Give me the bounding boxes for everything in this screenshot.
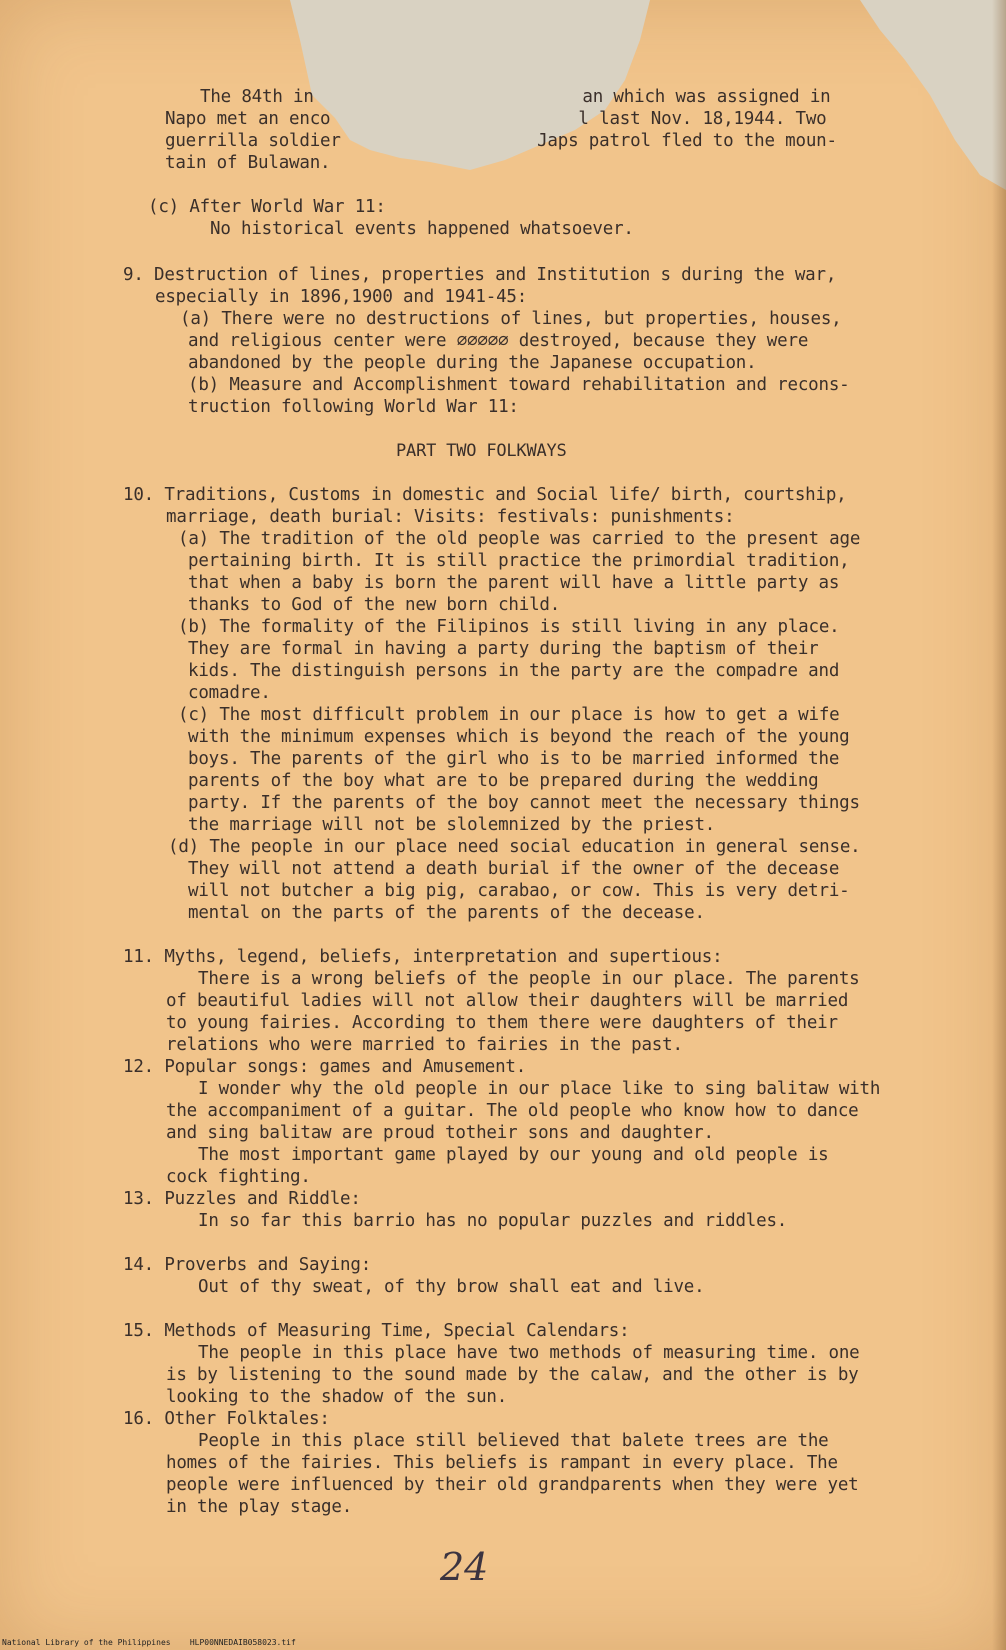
numbered-item-heading: 16. Other Folktales: [123, 1409, 330, 1429]
text-line: that when a baby is born the parent will have a little party as [188, 573, 840, 593]
text-line: of beautiful ladies will not allow their daughters will be married [166, 991, 849, 1011]
numbered-item-heading: 9. Destruction of lines, properties and Institution s during the war, [123, 265, 837, 285]
text-line: people were influenced by their old grandparents when they were yet [166, 1475, 859, 1495]
text-line: and sing balitaw are proud totheir sons and daughter. [166, 1123, 714, 1143]
text-line: parents of the boy what are to be prepared during the wedding [188, 771, 819, 791]
page-edge-shadow [992, 0, 1006, 1650]
text-line: They will not attend a death burial if the owner of the decease [188, 859, 840, 879]
text-line: homes of the fairies. This beliefs is rampant in every place. The [166, 1453, 838, 1473]
text-line: (a) The tradition of the old people was carried to the present age [178, 529, 861, 549]
text-line: cock fighting. [166, 1167, 311, 1187]
section-heading: (c) After World War 11: [148, 197, 386, 217]
text-line: mental on the parts of the parents of the decease. [188, 903, 705, 923]
text-line: (c) The most difficult problem in our place is how to get a wife [178, 705, 840, 725]
text-line: the accompaniment of a guitar. The old people who know how to dance [166, 1101, 859, 1121]
text-line: (d) The people in our place need social education in general sense. [168, 837, 861, 857]
text-line: pertaining birth. It is still practice the primordial tradition, [188, 551, 850, 571]
numbered-item-heading: 15. Methods of Measuring Time, Special Calendars: [123, 1321, 630, 1341]
text-line: kids. The distinguish persons in the party are the compadre and [188, 661, 840, 681]
text-line: especially in 1896,1900 and 1941-45: [155, 287, 528, 307]
text-line: relations who were married to fairies in the past. [166, 1035, 683, 1055]
handwritten-page-number: 24 [440, 1545, 489, 1589]
numbered-item-heading: 13. Puzzles and Riddle: [123, 1189, 361, 1209]
archive-footer: National Library of the Philippines HLP00NNEDAIB058023.tif [2, 1638, 296, 1647]
text-line: People in this place still believed that balete trees are the [198, 1431, 829, 1451]
text-line: guerrilla soldier Japs patrol fled to the moun- [165, 131, 837, 151]
text-line: There is a wrong beliefs of the people in our place. The parents [198, 969, 860, 989]
text-line: The most important game played by our young and old people is [198, 1145, 829, 1165]
text-line: the marriage will not be slolemnized by the priest. [188, 815, 716, 835]
text-line: boys. The parents of the girl who is to be married informed the [188, 749, 840, 769]
text-line: The people in this place have two methods of measuring time. one [198, 1343, 860, 1363]
text-line: in the play stage. [166, 1497, 353, 1517]
text-line: (a) There were no destructions of lines, but properties, houses, [180, 309, 842, 329]
text-line: with the minimum expenses which is beyond the reach of the young [188, 727, 850, 747]
text-line: marriage, death burial: Visits: festivals: punishments: [166, 507, 735, 527]
numbered-item-heading: 10. Traditions, Customs in domestic and Social life/ birth, courtship, [123, 485, 847, 505]
text-line: Out of thy sweat, of thy brow shall eat and live. [198, 1277, 705, 1297]
text-line: party. If the parents of the boy cannot meet the necessary things [188, 793, 860, 813]
text-line: (b) Measure and Accomplishment toward rehabilitation and recons- [188, 375, 850, 395]
text-line: The 84th in an which was assigned in [200, 87, 831, 107]
text-line: I wonder why the old people in our place like to sing balitaw with [198, 1079, 881, 1099]
text-line: They are formal in having a party during the baptism of their [188, 639, 819, 659]
text-line: thanks to God of the new born child. [188, 595, 561, 615]
part-heading: PART TWO FOLKWAYS [396, 441, 567, 461]
text-line: and religious center were ∅∅∅∅∅ destroyed, because they were [188, 331, 809, 351]
numbered-item-heading: 12. Popular songs: games and Amusement. [123, 1057, 527, 1077]
numbered-item-heading: 14. Proverbs and Saying: [123, 1255, 372, 1275]
text-line: looking to the shadow of the sun. [166, 1387, 508, 1407]
text-line: Napo met an enco l last Nov. 18,1944. Two [165, 109, 827, 129]
text-line: is by listening to the sound made by the calaw, and the other is by [166, 1365, 859, 1385]
text-line: (b) The formality of the Filipinos is still living in any place. [178, 617, 840, 637]
text-line: will not butcher a big pig, carabao, or cow. This is very detri- [188, 881, 850, 901]
text-line: truction following World War 11: [188, 397, 519, 417]
text-line: No historical events happened whatsoever. [210, 219, 634, 239]
numbered-item-heading: 11. Myths, legend, beliefs, interpretation and supertious: [123, 947, 723, 967]
text-line: abandoned by the people during the Japanese occupation. [188, 353, 757, 373]
text-line: tain of Bulawan. [165, 153, 331, 173]
text-line: In so far this barrio has no popular puzzles and riddles. [198, 1211, 788, 1231]
text-line: comadre. [188, 683, 271, 703]
text-line: to young fairies. According to them there were daughters of their [166, 1013, 838, 1033]
